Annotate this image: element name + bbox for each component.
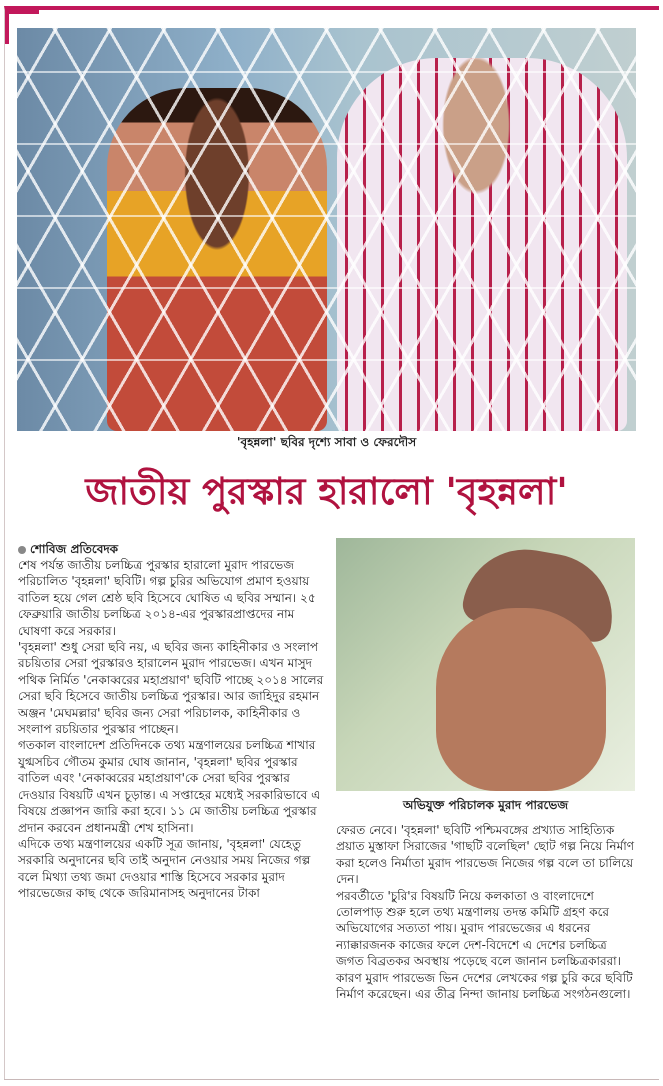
paragraph: এদিকে তথ্য মন্ত্রণালয়ের একটি সূত্র জানায়, 'বৃহন্নলা' যেহেতু সরকারি অনুদানের ছবি তাই অনুদান নেওয়ার সময় নিজের গল্প বলে মিথ্যা তথ্য জমা দেওয়ার শাস্তি হিসেবে সরকার মুরাদ পারভেজের কাছ থেকে জরিমানাসহ অনুদানের টাকা xyxy=(18,836,311,901)
left-column xyxy=(18,557,324,902)
right-column xyxy=(336,822,636,1002)
portrait-caption: অভিযুক্ত পরিচালক মুরাদ পারভেজ xyxy=(402,798,569,812)
director-portrait xyxy=(336,538,635,791)
bullet-icon xyxy=(18,546,26,554)
paragraph: গতকাল বাংলাদেশ প্রতিদিনকে তথ্য মন্ত্রণালয়ের চলচ্চিত্র শাখার যুগ্মসচিব গৌতম কুমার ঘোষ জানান, 'বৃহন্নলা' ছবির পুরস্কার বাতিল এবং 'নেকাব্বরের মহাপ্রয়াণ'কে সেরা ছবির পুরস্কার দেওয়ার বিষয়টি এখন চূড়ান্ত। এ সপ্তাহের মধ্যেই সরকারিভাবে এ বিষয়ে প্রজ্ঞাপন জারি করা হবে। ১১ মে জাতীয় চলচ্চিত্র পুরস্কার প্রদান করবেন প্রধানমন্ত্রী শেখ হাসিনা। xyxy=(18,738,321,835)
paragraph: 'বৃহন্নলা' শুধু সেরা ছবি নয়, এ ছবির জন্য কাহিনীকার ও সংলাপ রচয়িতার সেরা পুরস্কারও হারালেন মুরাদ পারভেজ। এখন মাসুদ পথিক নির্মিত 'নেকাব্বরের মহাপ্রয়াণ' ছবিটি পাচ্ছে ২০১৪ সালের সেরা ছবি হিসেবে জাতীয় চলচ্চিত্র পুরস্কার। আর জাহিদুর রহমান অঞ্জন 'মেঘমল্লার' ছবির জন্য সেরা পরিচালক, কাহিনীকার ও সংলাপ রচয়িতার পুরস্কার পাচ্ছেন। xyxy=(18,640,324,737)
byline-text: শোবিজ প্রতিবেদক xyxy=(30,542,119,556)
paragraph: পরবর্তীতে 'চুরি'র বিষয়টি নিয়ে কলকাতা ও বাংলাদেশে তোলপাড় শুরু হলে তথ্য মন্ত্রণালয় তদন্ত কমিটি গ্রহণ করে অভিযোগের সত্যতা পায়। মুরাদ পারভেজের এ ধরনের ন্যাক্কারজনক কাজের ফলে দেশ-বিদেশে এ দেশের চলচ্চিত্র জগত বিব্রতকর অবস্থায় পড়েছে বলে জানান চলচ্চিত্রকাররা। কারণ মুরাদ পারভেজ ভিন দেশের লেখকের গল্প চুরি করে ছবিটি নির্মাণ করেছেন। এর তীব্র নিন্দা জানায় চলচ্চিত্র সংগঠনগুলো। xyxy=(336,888,633,1002)
paragraph: ফেরত নেবে। 'বৃহন্নলা' ছবিটি পশ্চিমবঙ্গের প্রখ্যাত সাহিত্যিক প্রয়াত মুস্তাফা সিরাজের 'গাছটি বলেছিল' ছোট গল্প নিয়ে নির্মাণ করা হলেও নির্মাতা মুরাদ পারভেজ নিজের গল্প বলে তা চালিয়ে দেন। xyxy=(336,823,634,887)
face-shape xyxy=(436,608,606,791)
photo-caption: 'বৃহন্নলা' ছবির দৃশ্যে সাবা ও ফেরদৌস xyxy=(236,435,417,449)
paragraph: শেষ পর্যন্ত জাতীয় চলচ্চিত্র পুরস্কার হারালো মুরাদ পারভেজ পরিচালিত 'বৃহন্নলা' ছবিটি। গল্প চুরির অভিযোগ প্রমাণ হওয়ায় বাতিল হয়ে গেল শ্রেষ্ঠ ছবি হিসেবে ঘোষিত এ ছবির সম্মান। ২৫ ফেব্রুয়ারি জাতীয় চলচ্চিত্র ২০১৪-এর পুরস্কারপ্রাপ্তদের নাম ঘোষণা করে সরকার। xyxy=(18,558,316,638)
headline: জাতীয় পুরস্কার হারালো 'বৃহন্নলা' xyxy=(85,469,568,513)
bottom-rule xyxy=(4,1079,659,1080)
film-still-photo xyxy=(17,28,636,431)
window-grill-overlay xyxy=(17,28,636,431)
